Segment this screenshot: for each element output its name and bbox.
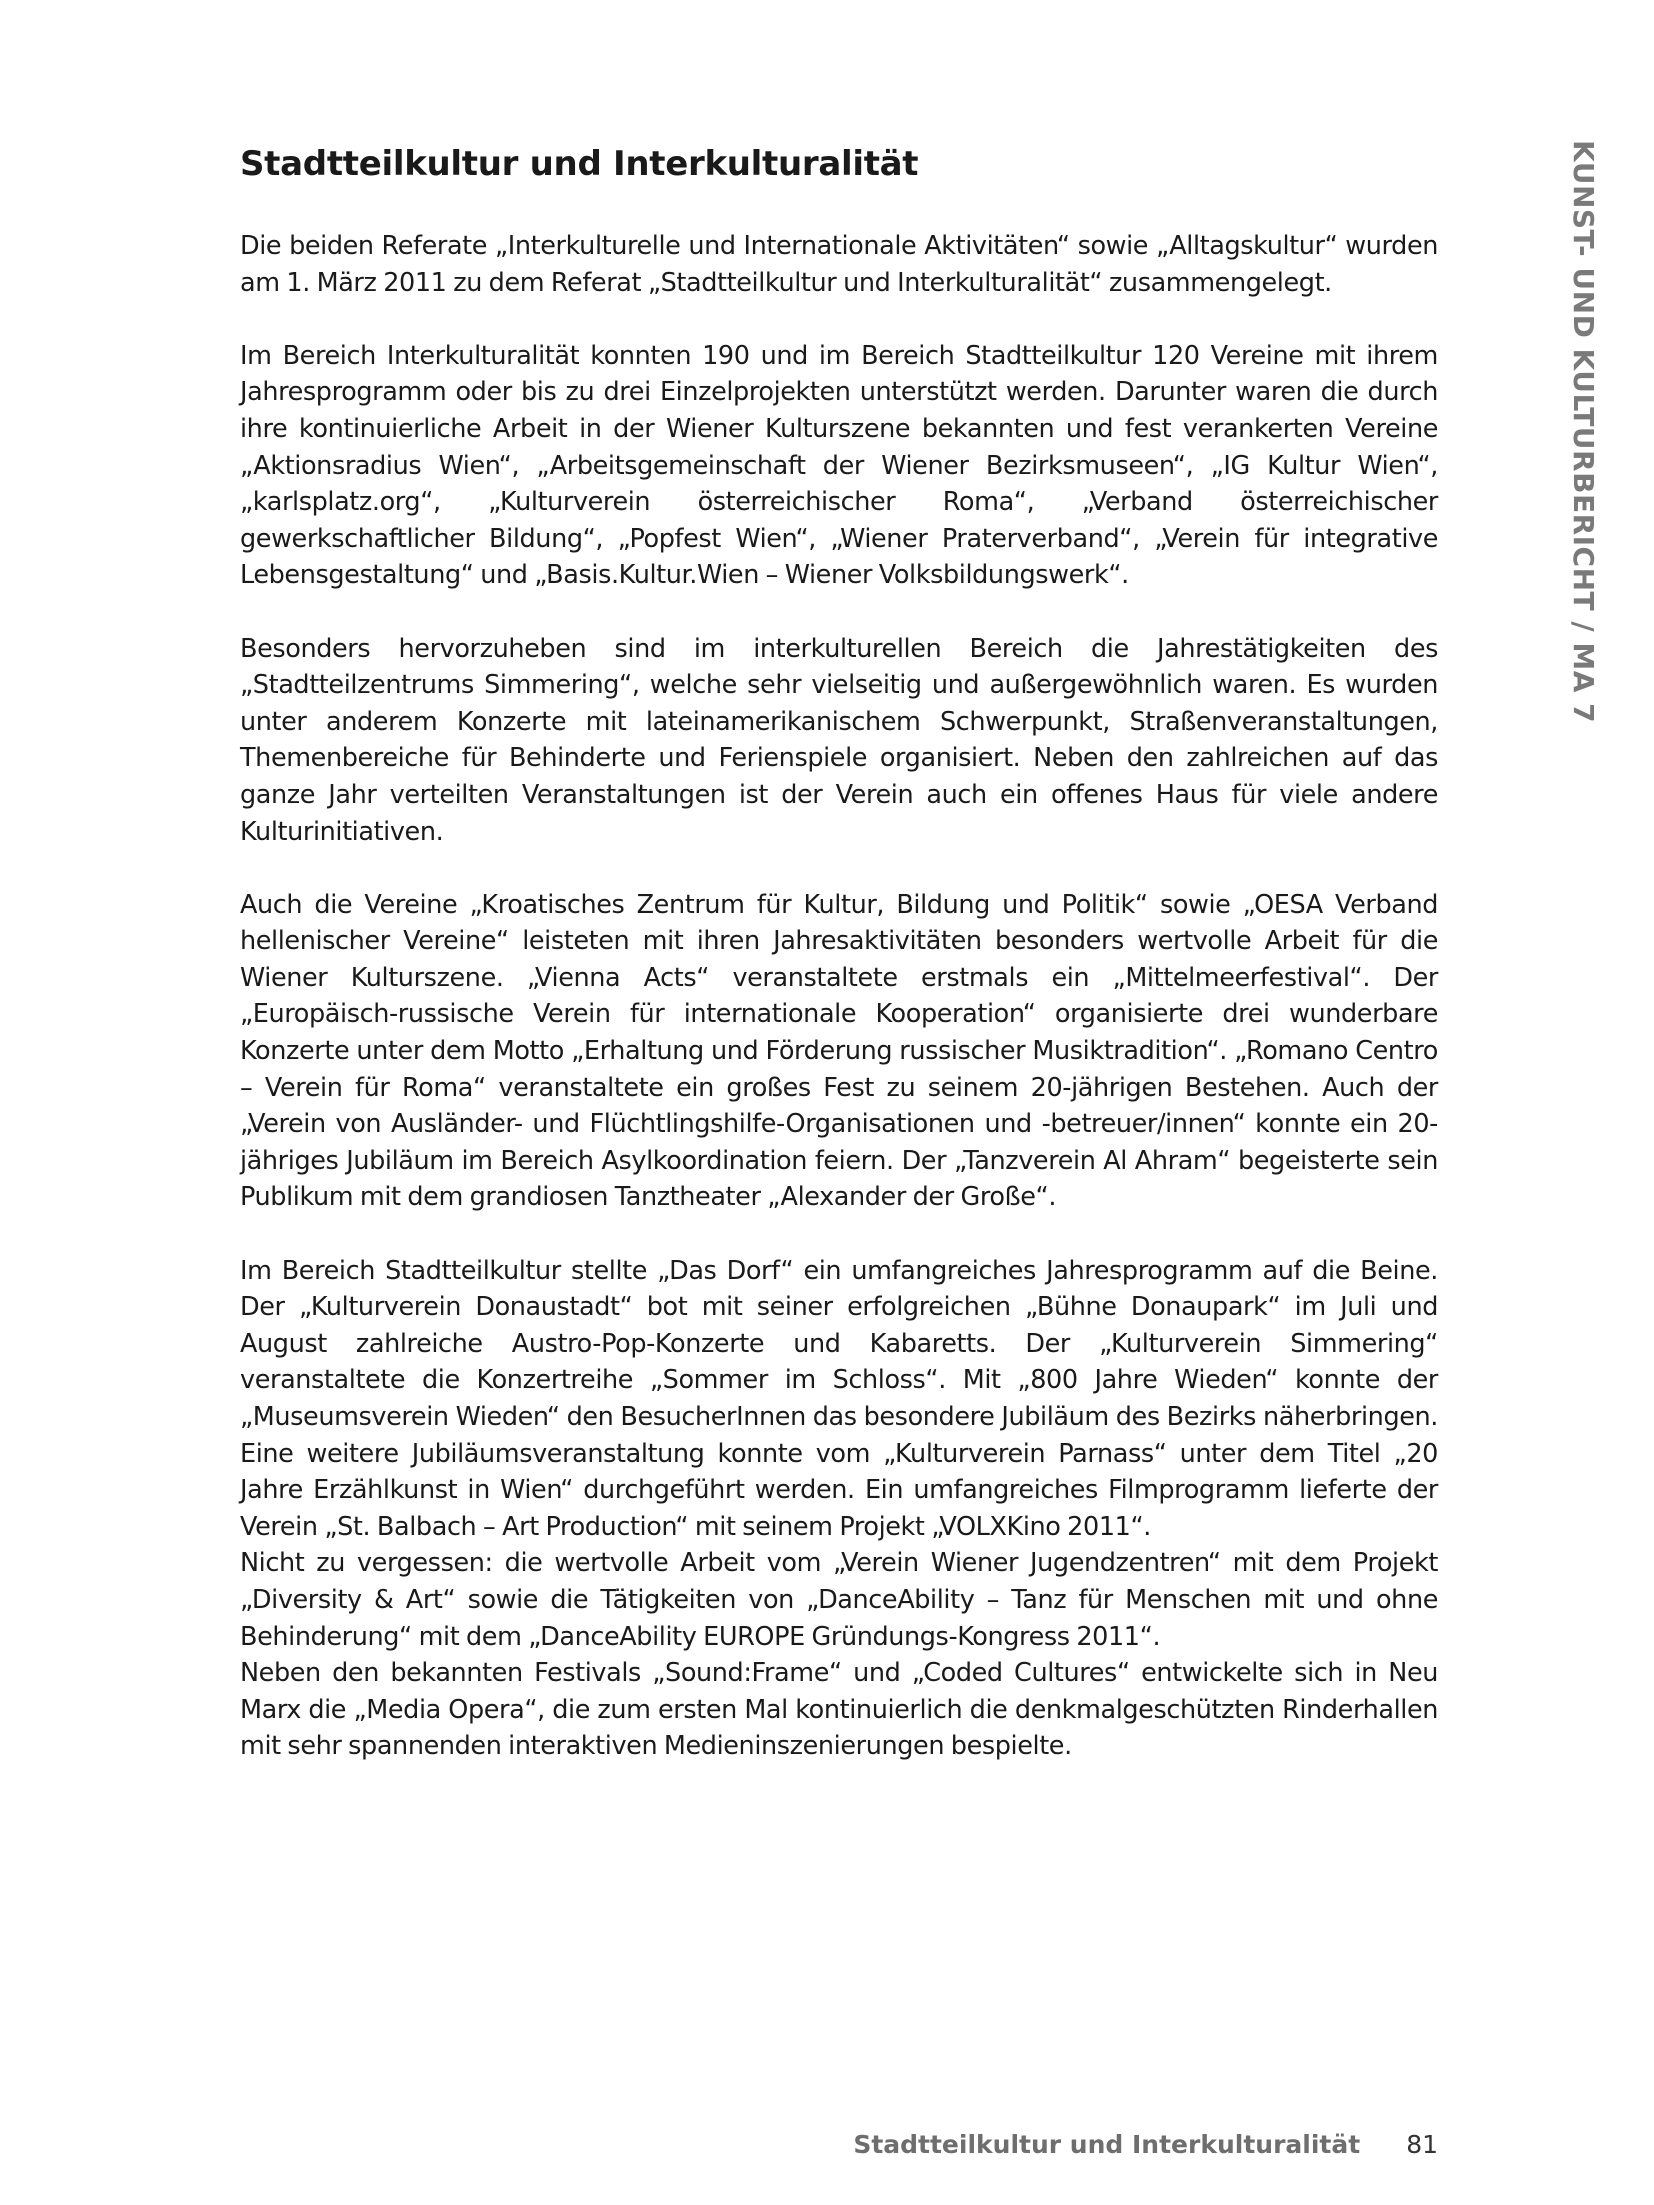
page-footer xyxy=(240,2130,1438,2159)
paragraph-vereine: Im Bereich Interkulturalität konnten 190 und im Bereich Stadtteilkultur 120 Vereine mit ihrem Jahresprogramm oder bis zu drei Einzelprojekten unterstützt werden. Darunter waren die durch ihre kontinuierliche Arbeit in der Wiener Kulturszene bekannten und fest verankerten Vereine „Aktionsradius Wien“, „Arbeitsgemeinschaft der Wiener Bezirksmuseen“, „IG Kultur Wien“, „karlsplatz.org“, „Kulturverein österreichischer Roma“, „Verband österreichischer gewerkschaftlicher Bildung“, „Popfest Wien“, „Wiener Praterverband“, „Verein für integrative Lebensgestaltung“ und „Basis.Kultur.Wien – Wiener Volksbildungswerk“. xyxy=(240,340,1438,591)
footer-title: Stadtteilkultur und Interkulturalität xyxy=(853,2130,1361,2159)
paragraph-simmering: Besonders hervorzuheben sind im interkulturellen Bereich die Jahrestätigkeiten des „Stadtteilzentrums Simmering“, welche sehr vielseitig und außergewöhnlich waren. Es wurden unter anderem Konzerte mit lateinamerikanischem Schwerpunkt, Straßenveranstaltungen, Themenbereiche für Behinderte und Ferienspiele organisiert. Neben den zahlreichen auf das ganze Jahr verteilten Veranstaltungen ist der Verein auch ein offenes Haus für viele andere Kulturinitiativen. xyxy=(240,633,1438,847)
paragraph-jugendzentren: Nicht zu vergessen: die wertvolle Arbeit vom „Verein Wiener Jugendzentren“ mit dem Projekt „Diversity & Art“ sowie die Tätigkeiten von „DanceAbility – Tanz für Menschen mit und ohne Behinderung“ mit dem „DanceAbility EUROPE Gründungs-Kongress 2011“. xyxy=(240,1548,1438,1652)
paragraph-stadtteilkultur: Im Bereich Stadtteilkultur stellte „Das Dorf“ ein umfangreiches Jahresprogramm auf die Beine. Der „Kulturverein Donaustadt“ bot mit seiner erfolgreichen „Bühne Donaupark“ im Juli und August zahlreiche Austro-Pop-Konzerte und Kabaretts. Der „Kulturverein Simmering“ veranstaltete die Konzertreihe „Sommer im Schloss“. Mit „800 Jahre Wieden“ konnte der „Museumsverein Wieden“ den BesucherInnen das besondere Jubiläum des Bezirks näherbringen. Eine weitere Jubiläumsveranstaltung konnte vom „Kulturverein Parnass“ unter dem Titel „20 Jahre Erzählkunst in Wien“ durchgeführt werden. Ein umfangreiches Filmprogramm lieferte der Verein „St. Balbach – Art Production“ mit seinem Projekt „VOLXKino 2011“. xyxy=(240,1255,1438,1542)
page-number: 81 xyxy=(1406,2130,1438,2159)
paragraph-interkulturell: Auch die Vereine „Kroatisches Zentrum für Kultur, Bildung und Politik“ sowie „OESA Verband hellenischer Vereine“ leisteten mit ihren Jahresaktivitäten besonders wertvolle Arbeit für die Wiener Kulturszene. „Vienna Acts“ veranstaltete erstmals ein „Mittelmeerfestival“. Der „Europäisch-russische Verein für internationale Kooperation“ organisierte drei wunderbare Konzerte unter dem Motto „Erhaltung und Förderung russischer Musiktradition“. „Romano Centro – Verein für Roma“ veranstaltete ein großes Fest zu seinem 20-jährigen Bestehen. Auch der „Verein von Ausländer- und Flüchtlingshilfe-Organisationen und -betreuer/innen“ konnte ein 20-jähriges Jubiläum im Bereich Asylkoordination feiern. Der „Tanzverein Al Ahram“ begeisterte sein Publikum mit dem grandiosen Tanztheater „Alexander der Große“. xyxy=(240,889,1438,1213)
paragraph-festivals: Neben den bekannten Festivals „Sound:Frame“ und „Coded Cultures“ entwickelte sich in Neu Marx die „Media Opera“, die zum ersten Mal kontinuierlich die denkmalgeschützten Rinderhallen mit sehr spannenden interaktiven Medieninszenierungen bespielte. xyxy=(240,1658,1438,1762)
page-title: Stadtteilkultur und Interkulturalität xyxy=(240,144,919,184)
side-section-header: KUNST- UND KULTURBERICHT / MA 7 xyxy=(1567,140,1600,724)
main-content xyxy=(240,140,1438,1765)
paragraph-intro: Die beiden Referate „Interkulturelle und Internationale Aktivitäten“ sowie „Alltagskultur“ wurden am 1. März 2011 zu dem Referat „Stadtteilkultur und Interkulturalität“ zusammengelegt. xyxy=(240,231,1438,298)
